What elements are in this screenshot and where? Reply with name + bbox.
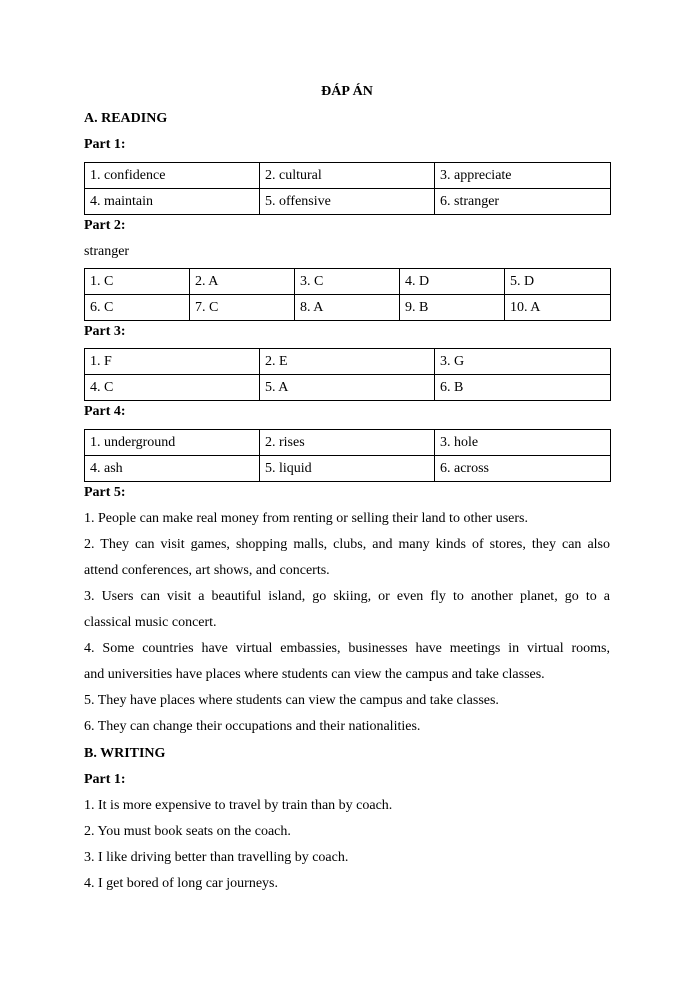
part2-table — [84, 268, 611, 321]
table-cell: 1. underground — [85, 430, 260, 456]
part5-line: attend conferences, art shows, and concerts. — [84, 563, 330, 578]
table-cell: 2. cultural — [260, 163, 435, 189]
part1-table — [84, 162, 611, 215]
table-row — [85, 163, 611, 189]
writing-line: 4. I get bored of long car journeys. — [84, 876, 278, 891]
table-cell: 1. C — [85, 269, 190, 295]
table-cell: 2. A — [190, 269, 295, 295]
table-cell: 3. C — [295, 269, 400, 295]
part5-line: 4. Some countries have virtual embassies, businesses have meetings in virtual rooms, — [84, 641, 610, 656]
table-cell: 6. C — [85, 295, 190, 321]
table-cell: 4. ash — [85, 456, 260, 482]
part2-note: stranger — [84, 244, 130, 259]
part4-table — [84, 429, 611, 482]
table-cell: 10. A — [505, 295, 611, 321]
table-cell: 5. offensive — [260, 189, 435, 215]
table-cell: 1. confidence — [85, 163, 260, 189]
table-row — [85, 430, 611, 456]
table-cell: 3. G — [435, 349, 611, 375]
table-cell: 6. stranger — [435, 189, 611, 215]
table-row — [85, 456, 611, 482]
part5-line: 3. Users can visit a beautiful island, go skiing, or even fly to another planet, go to a — [84, 589, 610, 604]
table-cell: 2. rises — [260, 430, 435, 456]
writing-part1-label: Part 1: — [84, 772, 126, 787]
writing-line: 1. It is more expensive to travel by train than by coach. — [84, 798, 393, 813]
reading-heading: A. READING — [84, 111, 168, 126]
part1-label: Part 1: — [84, 137, 126, 152]
table-cell: 3. hole — [435, 430, 611, 456]
part5-line: and universities have places where students can view the campus and take classes. — [84, 667, 545, 682]
writing-line: 2. You must book seats on the coach. — [84, 824, 291, 839]
table-cell: 9. B — [400, 295, 505, 321]
table-cell: 6. B — [435, 375, 611, 401]
part5-line: 5. They have places where students can view the campus and take classes. — [84, 693, 499, 708]
table-cell: 8. A — [295, 295, 400, 321]
table-cell: 5. liquid — [260, 456, 435, 482]
table-row — [85, 375, 611, 401]
table-row — [85, 189, 611, 215]
table-cell: 6. across — [435, 456, 611, 482]
table-cell: 4. D — [400, 269, 505, 295]
table-cell: 1. F — [85, 349, 260, 375]
writing-line: 3. I like driving better than travelling by coach. — [84, 850, 349, 865]
table-row — [85, 295, 611, 321]
table-cell: 2. E — [260, 349, 435, 375]
part3-table — [84, 348, 611, 401]
part5-line: 6. They can change their occupations and their nationalities. — [84, 719, 421, 734]
part4-label: Part 4: — [84, 404, 126, 419]
table-cell: 4. maintain — [85, 189, 260, 215]
writing-heading: B. WRITING — [84, 746, 166, 761]
table-row — [85, 349, 611, 375]
table-row — [85, 269, 611, 295]
part5-line: classical music concert. — [84, 615, 217, 630]
part5-line: 2. They can visit games, shopping malls, clubs, and many kinds of stores, they can also — [84, 537, 610, 552]
table-cell: 3. appreciate — [435, 163, 611, 189]
table-cell: 5. A — [260, 375, 435, 401]
part5-label: Part 5: — [84, 485, 126, 500]
part5-line: 1. People can make real money from renting or selling their land to other users. — [84, 511, 528, 526]
page-title: ĐÁP ÁN — [321, 84, 373, 99]
table-cell: 7. C — [190, 295, 295, 321]
table-cell: 4. C — [85, 375, 260, 401]
part3-label: Part 3: — [84, 324, 126, 339]
part2-label: Part 2: — [84, 218, 126, 233]
table-cell: 5. D — [505, 269, 611, 295]
